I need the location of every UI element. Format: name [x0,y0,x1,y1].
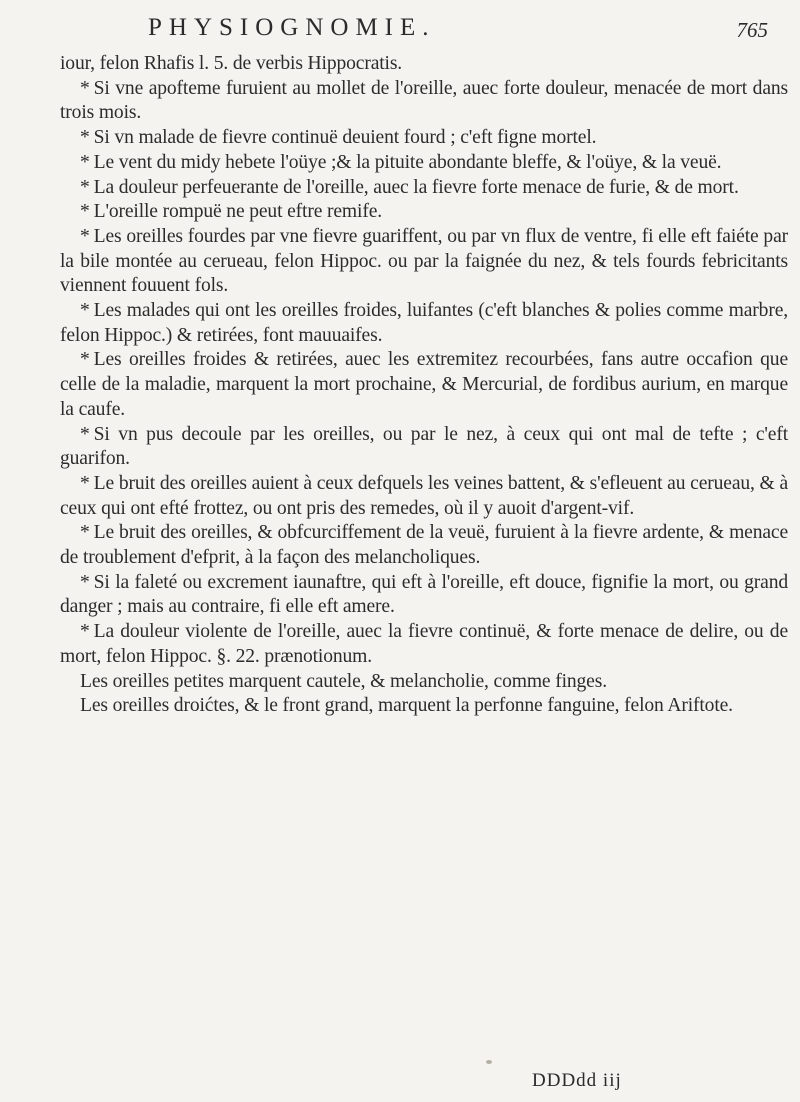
page-header [60,14,780,48]
paragraph-text: Le bruit des oreilles, & obfcurciffement de la veuë, furuient à la fievre ardente, & menace de troublement d'efprit, à la façon des melancholiques. [60,522,788,569]
paragraph-16 [60,694,788,719]
paragraph-text: L'oreille rompuë ne peut eftre remife. [93,201,382,223]
asterisk-icon: * [80,423,90,445]
asterisk-icon: * [80,201,90,223]
paragraph-8 [60,299,788,348]
asterisk-icon: * [80,571,90,593]
paragraph-text: Si vne apofteme furuient au mollet de l'oreille, auec forte douleur, menacée de mort dans trois mois. [60,77,788,124]
paragraph-13 [60,571,788,620]
signature-mark: DDDdd iij [532,1070,622,1091]
page-footer [60,1070,788,1094]
asterisk-icon: * [80,176,90,198]
paragraph-text: Si la faleté ou excrement iaunaftre, qui eft à l'oreille, eft douce, fignifie la mort, ou grand danger ; mais au contraire, fi elle eft amere. [60,571,788,618]
paragraph-text: La douleur perfeuerante de l'oreille, auec la fievre forte menace de furie, & de mort. [93,176,739,198]
paragraph-3 [60,126,788,151]
asterisk-icon: * [80,77,90,99]
paragraph-11 [60,472,788,521]
paragraph-text: Les oreilles froides & retirées, auec les extremitez recourbées, fans autre occafion que celle de la maladie, marquent la mort prochaine, & Mercurial, de fordibus aurium, en marque la caufe. [60,349,788,420]
paragraph-text: Les malades qui ont les oreilles froides, luifantes (c'eft blanches & polies comme marbre, felon Hippoc.) & retirées, font mauuaifes. [60,300,788,346]
paragraph-7 [60,225,788,299]
paragraph-2 [60,77,788,126]
paragraph-text: Si vn malade de fievre continuë deuient fourd ; c'eft figne mortel. [93,127,597,149]
paragraph-5 [60,176,788,201]
body-text [60,52,788,719]
running-title: PHYSIOGNOMIE. [148,14,436,41]
paragraph-14 [60,620,788,669]
paragraph-12 [60,521,788,570]
asterisk-icon: * [80,300,90,322]
paragraph-text: Les oreilles fourdes par vne fievre guariffent, ou par vn flux de ventre, fi elle eft faiéte par la bile montée au cerueau, felon Hippoc. ou par la faignée du nez, & tels fourds febricitants viennent fouuent fols. [60,225,788,297]
paragraph-6 [60,200,788,225]
paragraph-text: Le bruit des oreilles auient à ceux defquels les veines battent, & s'efleuent au cerueau, & à ceux qui ont efté frottez, ou ont pris des remedes, où il y auoit d'argent-vif. [60,472,788,519]
asterisk-icon: * [80,621,90,643]
asterisk-icon: * [80,472,90,494]
paragraph-text: Les oreilles droićtes, & le front grand, marquent la perfonne fanguine, felon Ariftote. [80,695,733,717]
paragraph-text: iour, felon Rhafis l. 5. de verbis Hippocratis. [60,53,403,74]
paragraph-text: Les oreilles petites marquent cautele, & melancholie, comme finges. [80,670,607,692]
paragraph-10 [60,423,788,472]
paragraph-9 [60,348,788,422]
paper-speck [486,1060,492,1064]
paragraph-1 [60,52,788,77]
asterisk-icon: * [80,127,90,149]
asterisk-icon: * [80,225,90,247]
asterisk-icon: * [80,349,90,371]
asterisk-icon: * [80,151,90,173]
paragraph-15 [60,670,788,695]
paragraph-text: Si vn pus decoule par les oreilles, ou par le nez, à ceux qui ont mal de tefte ; c'eft guarifon. [60,423,788,470]
page-number: 765 [736,18,768,42]
paragraph-text: Le vent du midy hebete l'oüye ;& la pituite abondante bleffe, & l'oüye, & la veuë. [93,151,722,173]
paragraph-4 [60,151,788,176]
paragraph-text: La douleur violente de l'oreille, auec la fievre continuë, & forte menace de delire, ou de mort, felon Hippoc. §. 22. prænotionum. [60,621,788,667]
asterisk-icon: * [80,522,90,544]
